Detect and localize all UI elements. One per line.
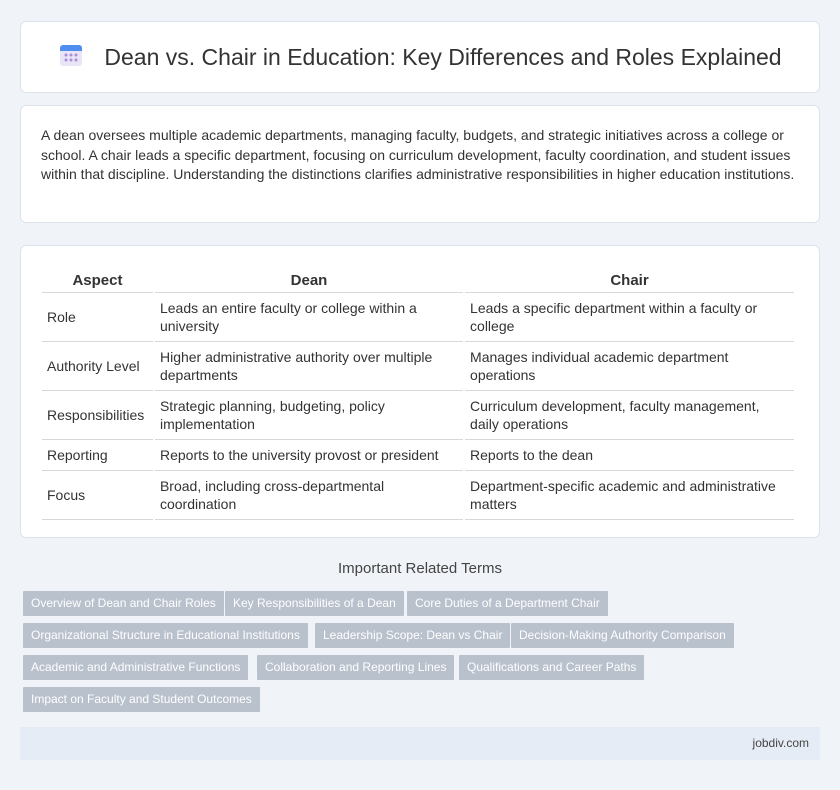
table-cell: Strategic planning, budgeting, policy implementation xyxy=(155,391,463,440)
column-header-dean: Dean xyxy=(155,264,463,293)
related-term-tag[interactable]: Academic and Administrative Functions xyxy=(23,655,248,680)
header-card xyxy=(20,21,820,93)
comparison-table xyxy=(40,264,796,520)
table-cell: Department-specific academic and administrative matters xyxy=(465,471,794,520)
related-term-tag[interactable]: Impact on Faculty and Student Outcomes xyxy=(23,687,260,712)
table-cell: Manages individual academic department operations xyxy=(465,342,794,391)
column-header-chair: Chair xyxy=(465,264,794,293)
related-terms-title: Important Related Terms xyxy=(338,560,502,577)
table-row xyxy=(42,342,794,391)
footer xyxy=(20,727,820,760)
table-cell: Curriculum development, faculty management, daily operations xyxy=(465,391,794,440)
related-term-tag[interactable]: Key Responsibilities of a Dean xyxy=(225,591,404,616)
table-row xyxy=(42,293,794,342)
related-term-tag[interactable]: Collaboration and Reporting Lines xyxy=(257,655,454,680)
related-term-tag[interactable]: Qualifications and Career Paths xyxy=(459,655,644,680)
table-row xyxy=(42,391,794,440)
page-title: Dean vs. Chair in Education: Key Differences and Roles Explained xyxy=(104,43,782,70)
table-cell: Role xyxy=(42,293,153,342)
table-cell: Responsibilities xyxy=(42,391,153,440)
footer-site[interactable]: jobdiv.com xyxy=(752,736,809,750)
related-term-tag[interactable]: Core Duties of a Department Chair xyxy=(407,591,608,616)
intro-card xyxy=(20,105,820,223)
comparison-table-card xyxy=(20,245,820,538)
table-cell: Leads a specific department within a faculty or college xyxy=(465,293,794,342)
related-term-tag[interactable]: Decision-Making Authority Comparison xyxy=(511,623,734,648)
table-cell: Broad, including cross-departmental coordination xyxy=(155,471,463,520)
table-cell: Reporting xyxy=(42,440,153,471)
table-row xyxy=(42,440,794,471)
intro-text: A dean oversees multiple academic departments, managing faculty, budgets, and strategic initiatives across a college or school. A chair leads a specific department, focusing on curriculum development, faculty coordination, and student issues within that discipline. Understanding the distinctions clarifies administrative responsibilities in higher education institutions. xyxy=(41,127,795,182)
related-term-tag[interactable]: Overview of Dean and Chair Roles xyxy=(23,591,224,616)
table-cell: Reports to the university provost or president xyxy=(155,440,463,471)
calendar-icon xyxy=(58,42,84,73)
related-term-tag[interactable]: Leadership Scope: Dean vs Chair xyxy=(315,623,510,648)
table-cell: Higher administrative authority over multiple departments xyxy=(155,342,463,391)
table-cell: Reports to the dean xyxy=(465,440,794,471)
table-cell: Focus xyxy=(42,471,153,520)
table-cell: Leads an entire faculty or college within a university xyxy=(155,293,463,342)
column-header-aspect: Aspect xyxy=(42,264,153,293)
table-row xyxy=(42,471,794,520)
related-term-tag[interactable]: Organizational Structure in Educational Institutions xyxy=(23,623,308,648)
table-cell: Authority Level xyxy=(42,342,153,391)
